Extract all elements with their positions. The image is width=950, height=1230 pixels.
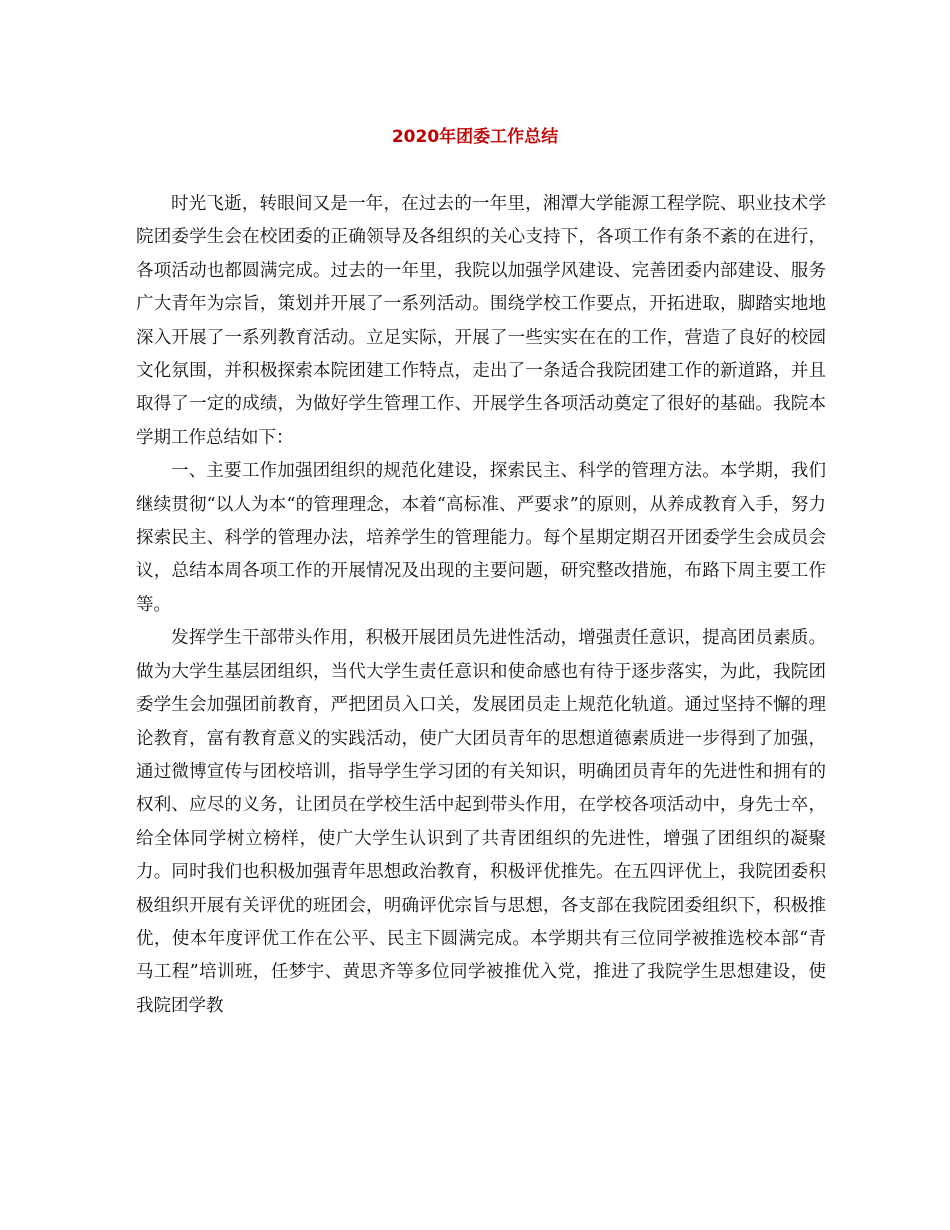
paragraph-cadre-role: 发挥学生干部带头作用，积极开展团员先进性活动，增强责任意识，提高团员素质。做为大学生基层团组织，当代大学生责任意识和使命感也有待于逐步落实，为此，我院团委学生会加强团前教育，严把团员入口关，发展团员走上规范化轨道。通过坚持不懈的理论教育，富有教育意义的实践活动，使广大团员青年的思想道德素质进一步得到了加强，通过微博宣传与团校培训，指导学生学习团的有关知识，明确团员青年的先进性和拥有的权利、应尽的义务，让团员在学校生活中起到带头作用，在学校各项活动中，身先士卒，给全体同学树立榜样，使广大学生认识到了共青团组织的先进性，增强了团组织的凝聚力。同时我们也积极加强青年思想政治教育，积极评优推先。在五四评优上，我院团委积极组织开展有关评优的班团会，明确评优宗旨与思想，各支部在我院团委组织下，积极推优，使本年度评优工作在公平、民主下圆满完成。本学期共有三位同学被推选校本部“青马工程”培训班，任梦宇、黄思齐等多位同学被推优入党，推进了我院学生思想建设，使我院团学教 — [136, 628, 826, 1016]
paragraph-main-work: 一、主要工作加强团组织的规范化建设，探索民主、科学的管理方法。本学期，我们继续贯彻“以人为本“的管理理念，本着“高标准、严要求”的原则，从养成教育入手，努力探索民主、科学的管理办法，培养学生的管理能力。每个星期定期召开团委学生会成员会议，总结本周各项工作的开展情况及出现的主要问题，研究整改措施，布路下周主要工作等。 — [136, 461, 826, 615]
paragraph-intro: 时光飞逝，转眼间又是一年，在过去的一年里，湘潭大学能源工程学院、职业技术学院团委学生会在校团委的正确领导及各组织的关心支持下，各项工作有条不紊的在进行，各项活动也都圆满完成。过去的一年里，我院以加强学风建设、完善团委内部建设、服务广大青年为宗旨，策划并开展了一系列活动。围绕学校工作要点，开拓进取，脚踏实地地深入开展了一系列教育活动。立足实际，开展了一些实实在在的工作，营造了良好的校园文化氛围，并积极探索本院团建工作特点，走出了一条适合我院团建工作的新道路，并且取得了一定的成绩，为做好学生管理工作、开展学生各项活动奠定了很好的基础。我院本学期工作总结如下： — [136, 194, 826, 448]
document-title: 2020年团委工作总结 — [391, 127, 559, 147]
document-body — [136, 188, 826, 1023]
